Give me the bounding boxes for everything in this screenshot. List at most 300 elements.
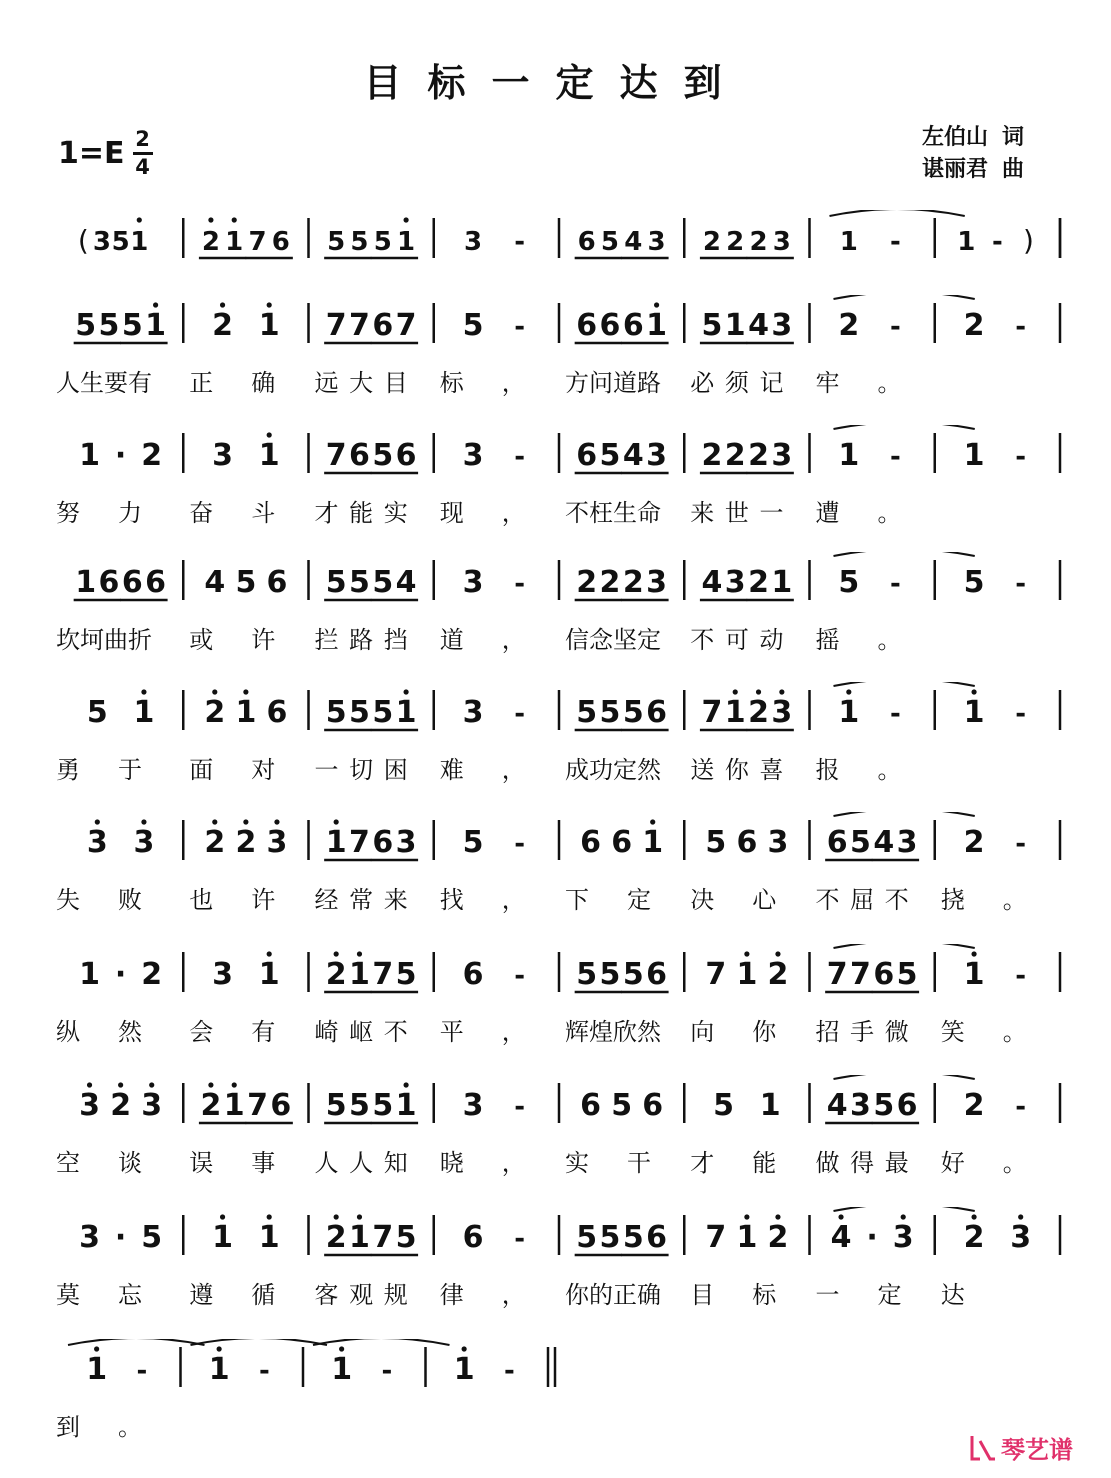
lyric: 会有 xyxy=(189,1018,314,1046)
octave-dot xyxy=(94,1346,99,1351)
lyric: 标， xyxy=(439,369,564,397)
note: - xyxy=(890,569,901,599)
note: 6 xyxy=(462,1220,484,1255)
octave-dot xyxy=(208,1082,213,1087)
tie xyxy=(834,1207,975,1211)
tie xyxy=(830,210,965,216)
lyric: 误事 xyxy=(189,1149,314,1177)
note: 4 xyxy=(748,308,769,343)
octave-dot xyxy=(95,819,100,824)
note: 1 xyxy=(79,957,100,992)
note: 1 xyxy=(395,695,417,730)
note: - xyxy=(1015,699,1027,729)
note: 3 xyxy=(767,825,789,860)
lyric: 一切困 xyxy=(314,756,419,784)
note: 6 xyxy=(270,1088,292,1123)
note: 5 xyxy=(599,438,621,473)
note: - xyxy=(514,699,526,729)
note: 7 xyxy=(349,308,370,343)
lyric: 成功定然 xyxy=(565,756,661,784)
note: 2 xyxy=(200,1088,222,1123)
note: 7 xyxy=(826,957,848,992)
note: 5 xyxy=(838,565,860,600)
lyric: 不屈不 xyxy=(815,886,920,914)
octave-dot xyxy=(971,689,976,694)
tie xyxy=(191,1339,328,1345)
composer-role: 曲 xyxy=(1002,157,1025,182)
note: 5 xyxy=(325,1088,347,1123)
note: 1 xyxy=(325,825,347,860)
note: - xyxy=(514,1224,526,1254)
lyric-line xyxy=(0,1143,1111,1183)
note: 1 xyxy=(212,1220,233,1255)
note: 3 xyxy=(133,825,155,860)
note: 5 xyxy=(349,695,370,730)
note: 5 xyxy=(599,695,621,730)
note: 1 xyxy=(223,1088,245,1123)
note: 1 xyxy=(759,1088,781,1123)
note: 5 xyxy=(705,825,727,860)
tie xyxy=(68,1339,205,1345)
note: 5 xyxy=(372,565,394,600)
octave-dot xyxy=(971,951,976,956)
note: 6 xyxy=(576,308,598,343)
note: 6 xyxy=(826,825,848,860)
note: 1 xyxy=(349,1220,370,1255)
note: 5 xyxy=(622,957,644,992)
note: 2 xyxy=(748,438,769,473)
octave-dot xyxy=(971,1214,976,1219)
note: 7 xyxy=(372,957,394,992)
note: 6 xyxy=(646,695,668,730)
lyric: 失败 xyxy=(56,886,180,914)
note: 6 xyxy=(577,227,596,257)
note: 1 xyxy=(963,695,985,730)
note: 1 xyxy=(75,565,97,600)
lyric: 平， xyxy=(439,1018,564,1046)
note: 3 xyxy=(892,1220,914,1255)
note: - xyxy=(1015,961,1027,991)
key-signature xyxy=(58,127,153,179)
note: 3 xyxy=(212,438,233,473)
note: - xyxy=(514,312,526,342)
note: 2 xyxy=(212,308,233,343)
note: 5 xyxy=(462,308,484,343)
octave-dot xyxy=(153,302,158,307)
note: 5 xyxy=(600,227,620,257)
note: 1 xyxy=(963,438,985,473)
note: 7 xyxy=(850,957,871,992)
lyric: 方问道路 xyxy=(565,369,661,397)
note: 7 xyxy=(325,438,347,473)
lyric: 纵然 xyxy=(56,1018,180,1046)
octave-dot xyxy=(243,689,248,694)
octave-dot xyxy=(357,1214,362,1219)
note: - xyxy=(1015,829,1027,859)
tie xyxy=(834,295,975,299)
note: 5 xyxy=(599,957,621,992)
lyric: 坎坷曲折 xyxy=(56,626,152,654)
note: 6 xyxy=(121,565,143,600)
octave-dot xyxy=(243,819,248,824)
note: 4 xyxy=(622,438,644,473)
note: 2 xyxy=(325,1220,347,1255)
note: 6 xyxy=(372,308,394,343)
octave-dot xyxy=(274,819,279,824)
note: 1 xyxy=(235,695,257,730)
note: 5 xyxy=(350,227,369,257)
note: 5 xyxy=(963,565,985,600)
note: 5 xyxy=(713,1088,734,1123)
octave-dot xyxy=(267,432,272,437)
tie xyxy=(834,812,975,816)
tie xyxy=(834,425,975,429)
lyric: 才能实 xyxy=(314,499,419,527)
note: - xyxy=(514,442,526,472)
note: 3 xyxy=(772,227,791,257)
note: 3 xyxy=(92,227,112,257)
note: 1 xyxy=(258,957,280,992)
lyricist-role: 词 xyxy=(1002,125,1025,150)
lyric: 招手微 xyxy=(815,1018,920,1046)
note: 2 xyxy=(235,825,257,860)
note: 2 xyxy=(838,308,860,343)
note: - xyxy=(136,1356,148,1386)
note: 5 xyxy=(373,227,392,257)
staff-line xyxy=(0,1207,1111,1277)
note: 5 xyxy=(75,308,97,343)
note: 3 xyxy=(724,565,746,600)
lyric-line xyxy=(0,363,1111,403)
octave-dot xyxy=(267,302,272,307)
note: 1 xyxy=(963,957,985,992)
octave-dot xyxy=(118,1082,123,1087)
lyric: 或许 xyxy=(189,626,314,654)
note: - xyxy=(514,227,526,257)
note: 1 xyxy=(258,308,280,343)
note: 4 xyxy=(830,1220,852,1255)
note: 2 xyxy=(749,227,768,257)
octave-dot xyxy=(149,1082,154,1087)
note: 1 xyxy=(736,957,758,992)
octave-dot xyxy=(232,217,237,222)
octave-dot xyxy=(212,689,217,694)
tie xyxy=(834,1075,975,1079)
note: 2 xyxy=(724,438,746,473)
lyric: 做得最 xyxy=(815,1149,920,1177)
note: 6 xyxy=(646,957,668,992)
octave-dot xyxy=(756,689,761,694)
note: 3 xyxy=(771,695,793,730)
octave-dot xyxy=(901,1214,906,1219)
note: 4 xyxy=(873,825,895,860)
staff-line xyxy=(0,1339,1111,1409)
note: 5 xyxy=(111,227,130,257)
note: - xyxy=(514,569,526,599)
note: 2 xyxy=(204,695,226,730)
octave-dot xyxy=(654,302,659,307)
lyric: 不枉生命 xyxy=(565,499,661,527)
note: 2 xyxy=(963,308,985,343)
note: 2 xyxy=(963,825,985,860)
lyric-line xyxy=(0,620,1111,660)
note: 3 xyxy=(395,825,417,860)
staff-line xyxy=(0,944,1111,1014)
lyric: 一定 xyxy=(815,1281,940,1309)
note: 3 xyxy=(86,825,108,860)
credit-composer xyxy=(922,154,1024,186)
note: 2 xyxy=(201,227,220,257)
lyric: 崎岖不 xyxy=(314,1018,419,1046)
note: 5 xyxy=(325,695,347,730)
lyric: 人生要有 xyxy=(56,369,152,397)
note: 7 xyxy=(395,308,417,343)
note: 3 xyxy=(141,1088,163,1123)
note: 7 xyxy=(705,957,727,992)
lyric: 找， xyxy=(439,886,564,914)
octave-dot xyxy=(462,1346,467,1351)
note: 1 xyxy=(646,308,668,343)
note: 7 xyxy=(705,1220,727,1255)
lyric: 辉煌欣然 xyxy=(565,1018,661,1046)
lyric: 努力 xyxy=(56,499,180,527)
note: - xyxy=(1015,569,1027,599)
note: · xyxy=(866,1220,878,1255)
octave-dot xyxy=(403,689,408,694)
note: 2 xyxy=(622,565,644,600)
lyric: 遭。 xyxy=(815,499,940,527)
note: 2 xyxy=(141,957,163,992)
lyric-line xyxy=(0,880,1111,920)
note: - xyxy=(514,961,526,991)
octave-dot xyxy=(267,951,272,956)
note: ) xyxy=(1022,224,1034,257)
note: 5 xyxy=(325,565,347,600)
note: 1 xyxy=(331,1352,353,1387)
note: 4 xyxy=(395,565,417,600)
staff-line xyxy=(0,552,1111,622)
staff-line xyxy=(0,682,1111,752)
octave-dot xyxy=(775,1214,780,1219)
note: 1 xyxy=(130,227,149,257)
note: - xyxy=(890,442,901,472)
note: 6 xyxy=(98,565,120,600)
octave-dot xyxy=(208,217,213,222)
lyric-line xyxy=(0,750,1111,790)
lyric-line xyxy=(0,493,1111,533)
octave-dot xyxy=(334,951,339,956)
staff-line xyxy=(0,1075,1111,1145)
time-top: 2 xyxy=(135,127,150,152)
note: 6 xyxy=(611,825,633,860)
note: 3 xyxy=(896,825,918,860)
octave-dot xyxy=(838,1214,843,1219)
note: 3 xyxy=(646,438,668,473)
note: 6 xyxy=(622,308,644,343)
octave-dot xyxy=(220,1214,225,1219)
lyric: 拦路挡 xyxy=(314,626,419,654)
octave-dot xyxy=(339,1346,344,1351)
note: 2 xyxy=(702,227,721,257)
note: - xyxy=(503,1356,515,1386)
note: 2 xyxy=(576,565,598,600)
note: 3 xyxy=(771,308,793,343)
note: 3 xyxy=(79,1088,100,1123)
note: 1 xyxy=(736,1220,758,1255)
note: 1 xyxy=(957,227,976,257)
octave-dot xyxy=(217,1346,222,1351)
note: 5 xyxy=(850,825,871,860)
note: 1 xyxy=(86,1352,108,1387)
note: - xyxy=(258,1356,270,1386)
note: 6 xyxy=(599,308,621,343)
note: 1 xyxy=(453,1352,475,1387)
note: 5 xyxy=(349,565,370,600)
lyric: 客观规 xyxy=(314,1281,419,1309)
note: 1 xyxy=(79,438,100,473)
note: 5 xyxy=(622,1220,644,1255)
note: 5 xyxy=(599,1220,621,1255)
lyric: 来世一 xyxy=(690,499,795,527)
note: 3 xyxy=(850,1088,871,1123)
credits xyxy=(922,122,1024,186)
note: 5 xyxy=(395,1220,417,1255)
note: 6 xyxy=(736,825,758,860)
note: 5 xyxy=(372,695,394,730)
lyric: 空谈 xyxy=(56,1149,180,1177)
lyric: 远大目 xyxy=(314,369,419,397)
song-title: 目标一定达到 xyxy=(363,60,748,105)
note: 5 xyxy=(395,957,417,992)
note: ( xyxy=(77,224,89,257)
lyric: 送你喜 xyxy=(690,756,795,784)
note: 6 xyxy=(145,565,167,600)
note: 6 xyxy=(580,1088,601,1123)
lyric: 遵循 xyxy=(189,1281,314,1309)
note: 3 xyxy=(79,1220,100,1255)
note: 6 xyxy=(873,957,895,992)
note: 1 xyxy=(839,227,858,257)
watermark-text: 琴艺谱 xyxy=(1001,1436,1073,1464)
note: 6 xyxy=(642,1088,664,1123)
octave-dot xyxy=(87,1082,92,1087)
note: 2 xyxy=(110,1088,132,1123)
lyric: 挠。 xyxy=(940,886,1065,914)
note: 2 xyxy=(767,1220,789,1255)
note: 6 xyxy=(349,438,370,473)
note: 2 xyxy=(767,957,789,992)
note: 3 xyxy=(462,695,484,730)
note: 6 xyxy=(372,825,394,860)
lyric: 也许 xyxy=(189,886,314,914)
octave-dot xyxy=(141,689,146,694)
tie xyxy=(834,944,975,948)
note: 3 xyxy=(266,825,288,860)
octave-dot xyxy=(744,1214,749,1219)
octave-dot xyxy=(220,302,225,307)
note: 2 xyxy=(599,565,621,600)
note: - xyxy=(1015,442,1027,472)
lyric: 摇。 xyxy=(815,626,940,654)
time-bottom: 4 xyxy=(135,154,150,179)
lyric: 道， xyxy=(439,626,564,654)
octave-dot xyxy=(779,689,784,694)
note: 3 xyxy=(646,565,668,600)
lyric: 决心 xyxy=(690,886,815,914)
note: 5 xyxy=(896,957,918,992)
note: 5 xyxy=(372,1088,394,1123)
note: 3 xyxy=(1010,1220,1032,1255)
lyric: 律， xyxy=(439,1281,564,1309)
octave-dot xyxy=(232,1082,237,1087)
note: 2 xyxy=(701,438,723,473)
tie xyxy=(313,1339,450,1345)
note: 2 xyxy=(748,695,769,730)
note: 7 xyxy=(247,1088,268,1123)
note: 5 xyxy=(86,695,108,730)
lyric-line xyxy=(0,1275,1111,1315)
staff-line xyxy=(0,812,1111,882)
note: - xyxy=(381,1356,393,1386)
note: 2 xyxy=(963,1220,985,1255)
lyric-line xyxy=(0,1012,1111,1052)
credit-lyricist xyxy=(922,122,1024,154)
note: - xyxy=(514,829,526,859)
lyric: 好。 xyxy=(940,1149,1065,1177)
lyric: 到。 xyxy=(56,1413,180,1441)
note: 5 xyxy=(98,308,120,343)
note: 3 xyxy=(464,227,483,257)
note: 1 xyxy=(145,308,167,343)
note: - xyxy=(890,227,901,257)
octave-dot xyxy=(733,689,738,694)
lyric: 莫忘 xyxy=(56,1281,180,1309)
note: 5 xyxy=(611,1088,633,1123)
note: - xyxy=(991,227,1003,257)
octave-dot xyxy=(744,951,749,956)
tie xyxy=(834,552,975,556)
note: 6 xyxy=(462,957,484,992)
note: 5 xyxy=(576,957,598,992)
logo-icon xyxy=(968,1433,998,1463)
note: 5 xyxy=(462,825,484,860)
note: 3 xyxy=(771,438,793,473)
octave-dot xyxy=(141,819,146,824)
key-label: 1=E xyxy=(58,135,125,171)
octave-dot xyxy=(1018,1214,1023,1219)
note: 4 xyxy=(826,1088,848,1123)
octave-dot xyxy=(334,1214,339,1219)
note: 7 xyxy=(372,1220,394,1255)
note: 1 xyxy=(133,695,155,730)
note: 6 xyxy=(395,438,417,473)
note: 1 xyxy=(724,695,746,730)
note: 1 xyxy=(258,438,280,473)
note: 6 xyxy=(271,227,290,257)
note: 5 xyxy=(235,565,257,600)
note: 1 xyxy=(395,1088,417,1123)
note: 6 xyxy=(896,1088,918,1123)
note: 4 xyxy=(204,565,226,600)
note: 1 xyxy=(397,227,416,257)
lyric: 人人知 xyxy=(314,1149,419,1177)
note: 6 xyxy=(266,565,288,600)
note: 5 xyxy=(141,1220,163,1255)
staff-line xyxy=(0,295,1111,365)
note: 2 xyxy=(204,825,226,860)
octave-dot xyxy=(357,951,362,956)
note: - xyxy=(514,1092,526,1122)
